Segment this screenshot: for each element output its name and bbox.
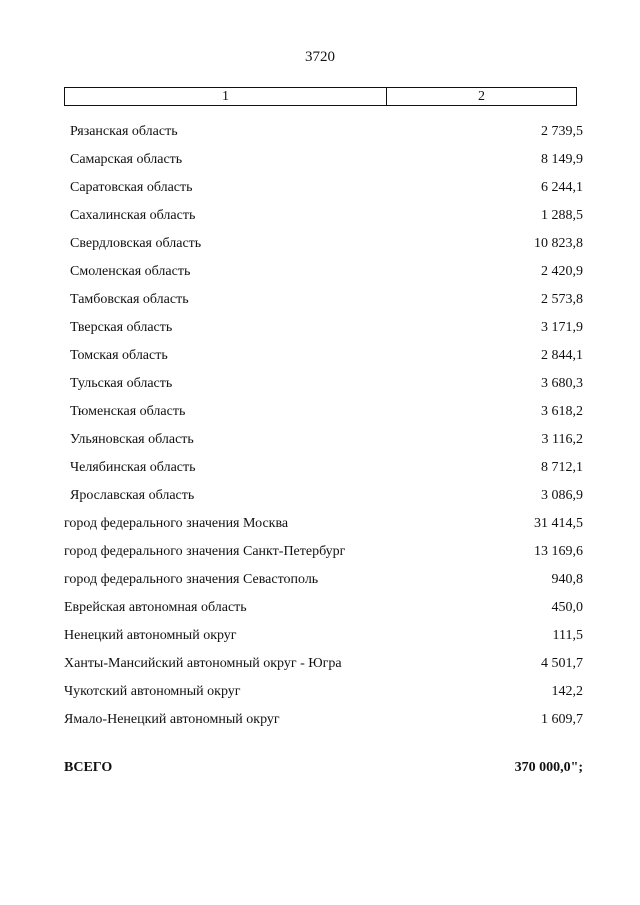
region-name: Тамбовская область — [70, 292, 189, 307]
region-name: Ярославская область — [70, 488, 195, 503]
region-name: Свердловская область — [70, 236, 202, 251]
table-row — [64, 678, 583, 706]
region-value: 8 149,9 — [541, 152, 583, 167]
region-name: Еврейская автономная область — [64, 600, 247, 615]
table-row — [64, 286, 583, 314]
total-label: ВСЕГО — [64, 760, 113, 775]
table-row — [64, 258, 583, 286]
page-number: 3720 — [305, 49, 335, 65]
region-value: 3 171,9 — [541, 320, 583, 335]
table-row — [64, 482, 583, 510]
region-value: 8 712,1 — [541, 460, 583, 475]
region-value: 13 169,6 — [534, 544, 583, 559]
table-row — [64, 314, 583, 342]
table-row — [64, 202, 583, 230]
region-name: Тюменская область — [70, 404, 186, 419]
region-value: 4 501,7 — [541, 656, 583, 671]
region-value: 10 823,8 — [534, 236, 583, 251]
region-name: Ямало-Ненецкий автономный округ — [64, 712, 280, 727]
region-value: 3 116,2 — [541, 432, 583, 447]
table-header-col-1: 1 — [65, 88, 387, 105]
total-row — [64, 754, 583, 782]
table-row — [64, 454, 583, 482]
region-value: 1 288,5 — [541, 208, 583, 223]
region-value: 3 086,9 — [541, 488, 583, 503]
region-value: 2 420,9 — [541, 264, 583, 279]
table-row — [64, 538, 583, 566]
region-name: Ненецкий автономный округ — [64, 628, 237, 643]
region-value: 940,8 — [551, 572, 583, 587]
region-value: 111,5 — [552, 628, 583, 643]
region-name: город федерального значения Москва — [64, 516, 289, 531]
region-value: 2 739,5 — [541, 124, 583, 139]
region-name: Ульяновская область — [70, 432, 194, 447]
region-value: 2 844,1 — [541, 348, 583, 363]
region-name: Ханты-Мансийский автономный округ - Югра — [64, 656, 342, 671]
region-name: город федерального значения Севастополь — [64, 572, 319, 587]
table-row — [64, 146, 583, 174]
total-value: 370 000,0"; — [514, 760, 583, 775]
table-row — [64, 370, 583, 398]
region-name: Тверская область — [70, 320, 173, 335]
table-row — [64, 706, 583, 734]
region-name: Чукотский автономный округ — [64, 684, 241, 699]
region-value: 1 609,7 — [541, 712, 583, 727]
region-name: Томская область — [70, 348, 168, 363]
region-name: Сахалинская область — [70, 208, 196, 223]
region-name: Смоленская область — [70, 264, 191, 279]
table-row — [64, 510, 583, 538]
region-value: 450,0 — [551, 600, 583, 615]
table-header-col-2: 2 — [478, 89, 485, 104]
table-row — [64, 426, 583, 454]
table-row — [64, 174, 583, 202]
table-row — [64, 342, 583, 370]
region-name: Самарская область — [70, 152, 183, 167]
region-name: Тульская область — [70, 376, 173, 391]
table-body — [64, 118, 583, 734]
region-name: город федерального значения Санкт-Петербург — [64, 544, 346, 559]
table-row — [64, 398, 583, 426]
table-row — [64, 594, 583, 622]
region-value: 142,2 — [551, 684, 583, 699]
region-value: 2 573,8 — [541, 292, 583, 307]
region-value: 3 680,3 — [541, 376, 583, 391]
region-value: 3 618,2 — [541, 404, 583, 419]
table-row — [64, 622, 583, 650]
table-row — [64, 230, 583, 258]
table-row — [64, 650, 583, 678]
region-name: Рязанская область — [70, 124, 178, 139]
table-row — [64, 566, 583, 594]
region-value: 31 414,5 — [534, 516, 583, 531]
region-value: 6 244,1 — [541, 180, 583, 195]
region-name: Саратовская область — [70, 180, 193, 195]
region-name: Челябинская область — [70, 460, 196, 475]
table-row — [64, 118, 583, 146]
table-header — [64, 87, 577, 106]
